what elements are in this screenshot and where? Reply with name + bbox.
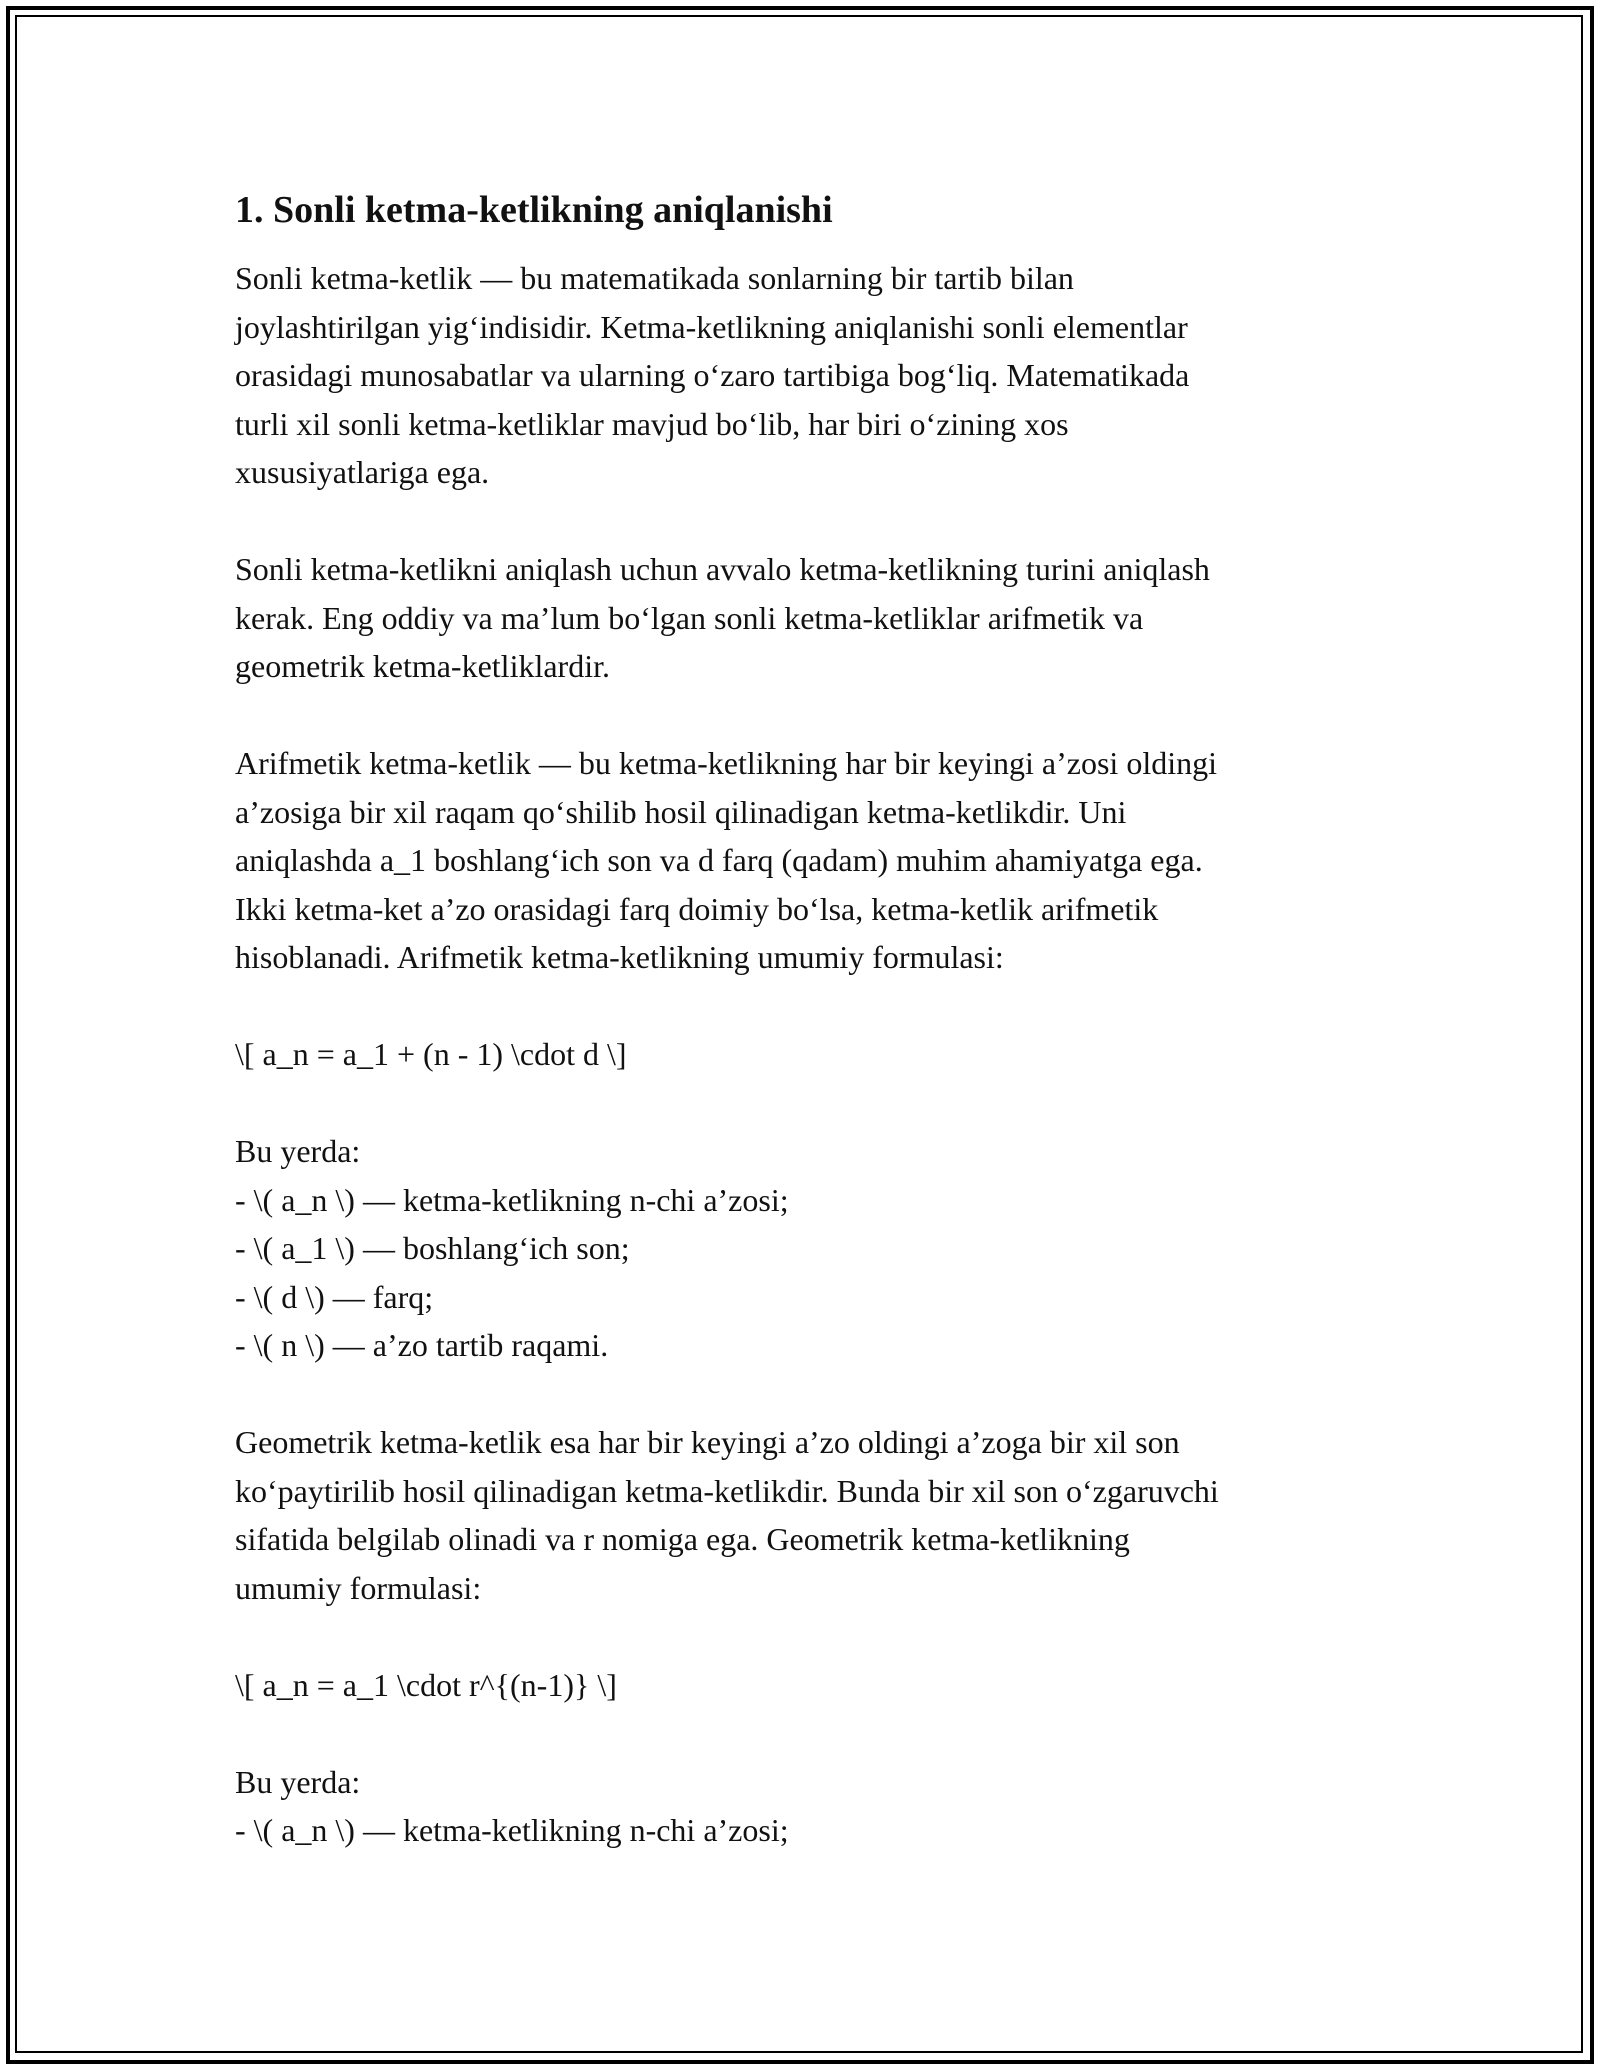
- paragraph-types: [235, 545, 1385, 691]
- text-line: xususiyatlariga ega.: [235, 454, 490, 490]
- formula-arithmetic: [235, 1030, 1385, 1079]
- list-item: - \( a_n \) — ketma-ketlikning n-chi a’zosi;: [235, 1181, 789, 1218]
- text-line: Arifmetik ketma-ketlik — bu ketma-ketlikning har bir keyingi a’zosi oldingi: [235, 745, 1217, 781]
- list-item: - \( a_1 \) — boshlang‘ich son;: [235, 1230, 630, 1266]
- text-line: sifatida belgilab olinadi va r nomiga ega. Geometrik ketma-ketlikning: [235, 1521, 1130, 1557]
- text-line: geometrik ketma-ketliklardir.: [235, 648, 610, 684]
- text-line: umumiy formulasi:: [235, 1569, 482, 1606]
- document-body: [235, 186, 1385, 1903]
- text-line: turli xil sonli ketma-ketliklar mavjud bo‘lib, har biri o‘zining xos: [235, 405, 1069, 442]
- text-line: hisoblanadi. Arifmetik ketma-ketlikning umumiy formulasi:: [235, 939, 1004, 975]
- formula-geometric: [235, 1661, 1385, 1710]
- list-item: - \( d \) — farq;: [235, 1278, 434, 1315]
- text-line: Geometrik ketma-ketlik esa har bir keyingi a’zo oldingi a’zoga bir xil son: [235, 1424, 1180, 1460]
- text-line: joylashtirilgan yig‘indisidir. Ketma-ketlikning aniqlanishi sonli elementlar: [235, 308, 1188, 345]
- list-item: - \( n \) — a’zo tartib raqami.: [235, 1327, 609, 1363]
- text-line: a’zosiga bir xil raqam qo‘shilib hosil qilinadigan ketma-ketlikdir. Uni: [235, 793, 1127, 830]
- text-line: Sonli ketma-ketlikni aniqlash uchun avvalo ketma-ketlikning turini aniqlash: [235, 551, 1210, 587]
- text-line: Bu yerda:: [235, 1133, 361, 1169]
- definitions-geometric: [235, 1758, 1385, 1855]
- paragraph-intro: [235, 254, 1385, 497]
- text-line: aniqlashda a_1 boshlang‘ich son va d farq (qadam) muhim ahamiyatga ega.: [235, 842, 1203, 878]
- formula-line: \[ a_n = a_1 + (n - 1) \cdot d \]: [235, 1036, 627, 1072]
- paragraph-arithmetic: [235, 739, 1385, 982]
- list-item: - \( a_n \) — ketma-ketlikning n-chi a’zosi;: [235, 1812, 789, 1848]
- text-line: kerak. Eng oddiy va ma’lum bo‘lgan sonli ketma-ketliklar arifmetik va: [235, 599, 1144, 636]
- paragraph-geometric: [235, 1418, 1385, 1612]
- text-line: orasidagi munosabatlar va ularning o‘zaro tartibiga bog‘liq. Matematikada: [235, 357, 1190, 393]
- text-line: Sonli ketma-ketlik — bu matematikada sonlarning bir tartib bilan: [235, 260, 1074, 296]
- definitions-arithmetic: [235, 1127, 1385, 1370]
- formula-line: \[ a_n = a_1 \cdot r^{(n-1)} \]: [235, 1666, 617, 1703]
- text-line: Ikki ketma-ket a’zo orasidagi farq doimiy bo‘lsa, ketma-ketlik arifmetik: [235, 890, 1159, 927]
- section-title: 1. Sonli ketma-ketlikning aniqlanishi: [235, 189, 833, 231]
- text-line: Bu yerda:: [235, 1763, 361, 1800]
- text-line: ko‘paytirilib hosil qilinadigan ketma-ketlikdir. Bunda bir xil son o‘zgaruvchi: [235, 1472, 1219, 1509]
